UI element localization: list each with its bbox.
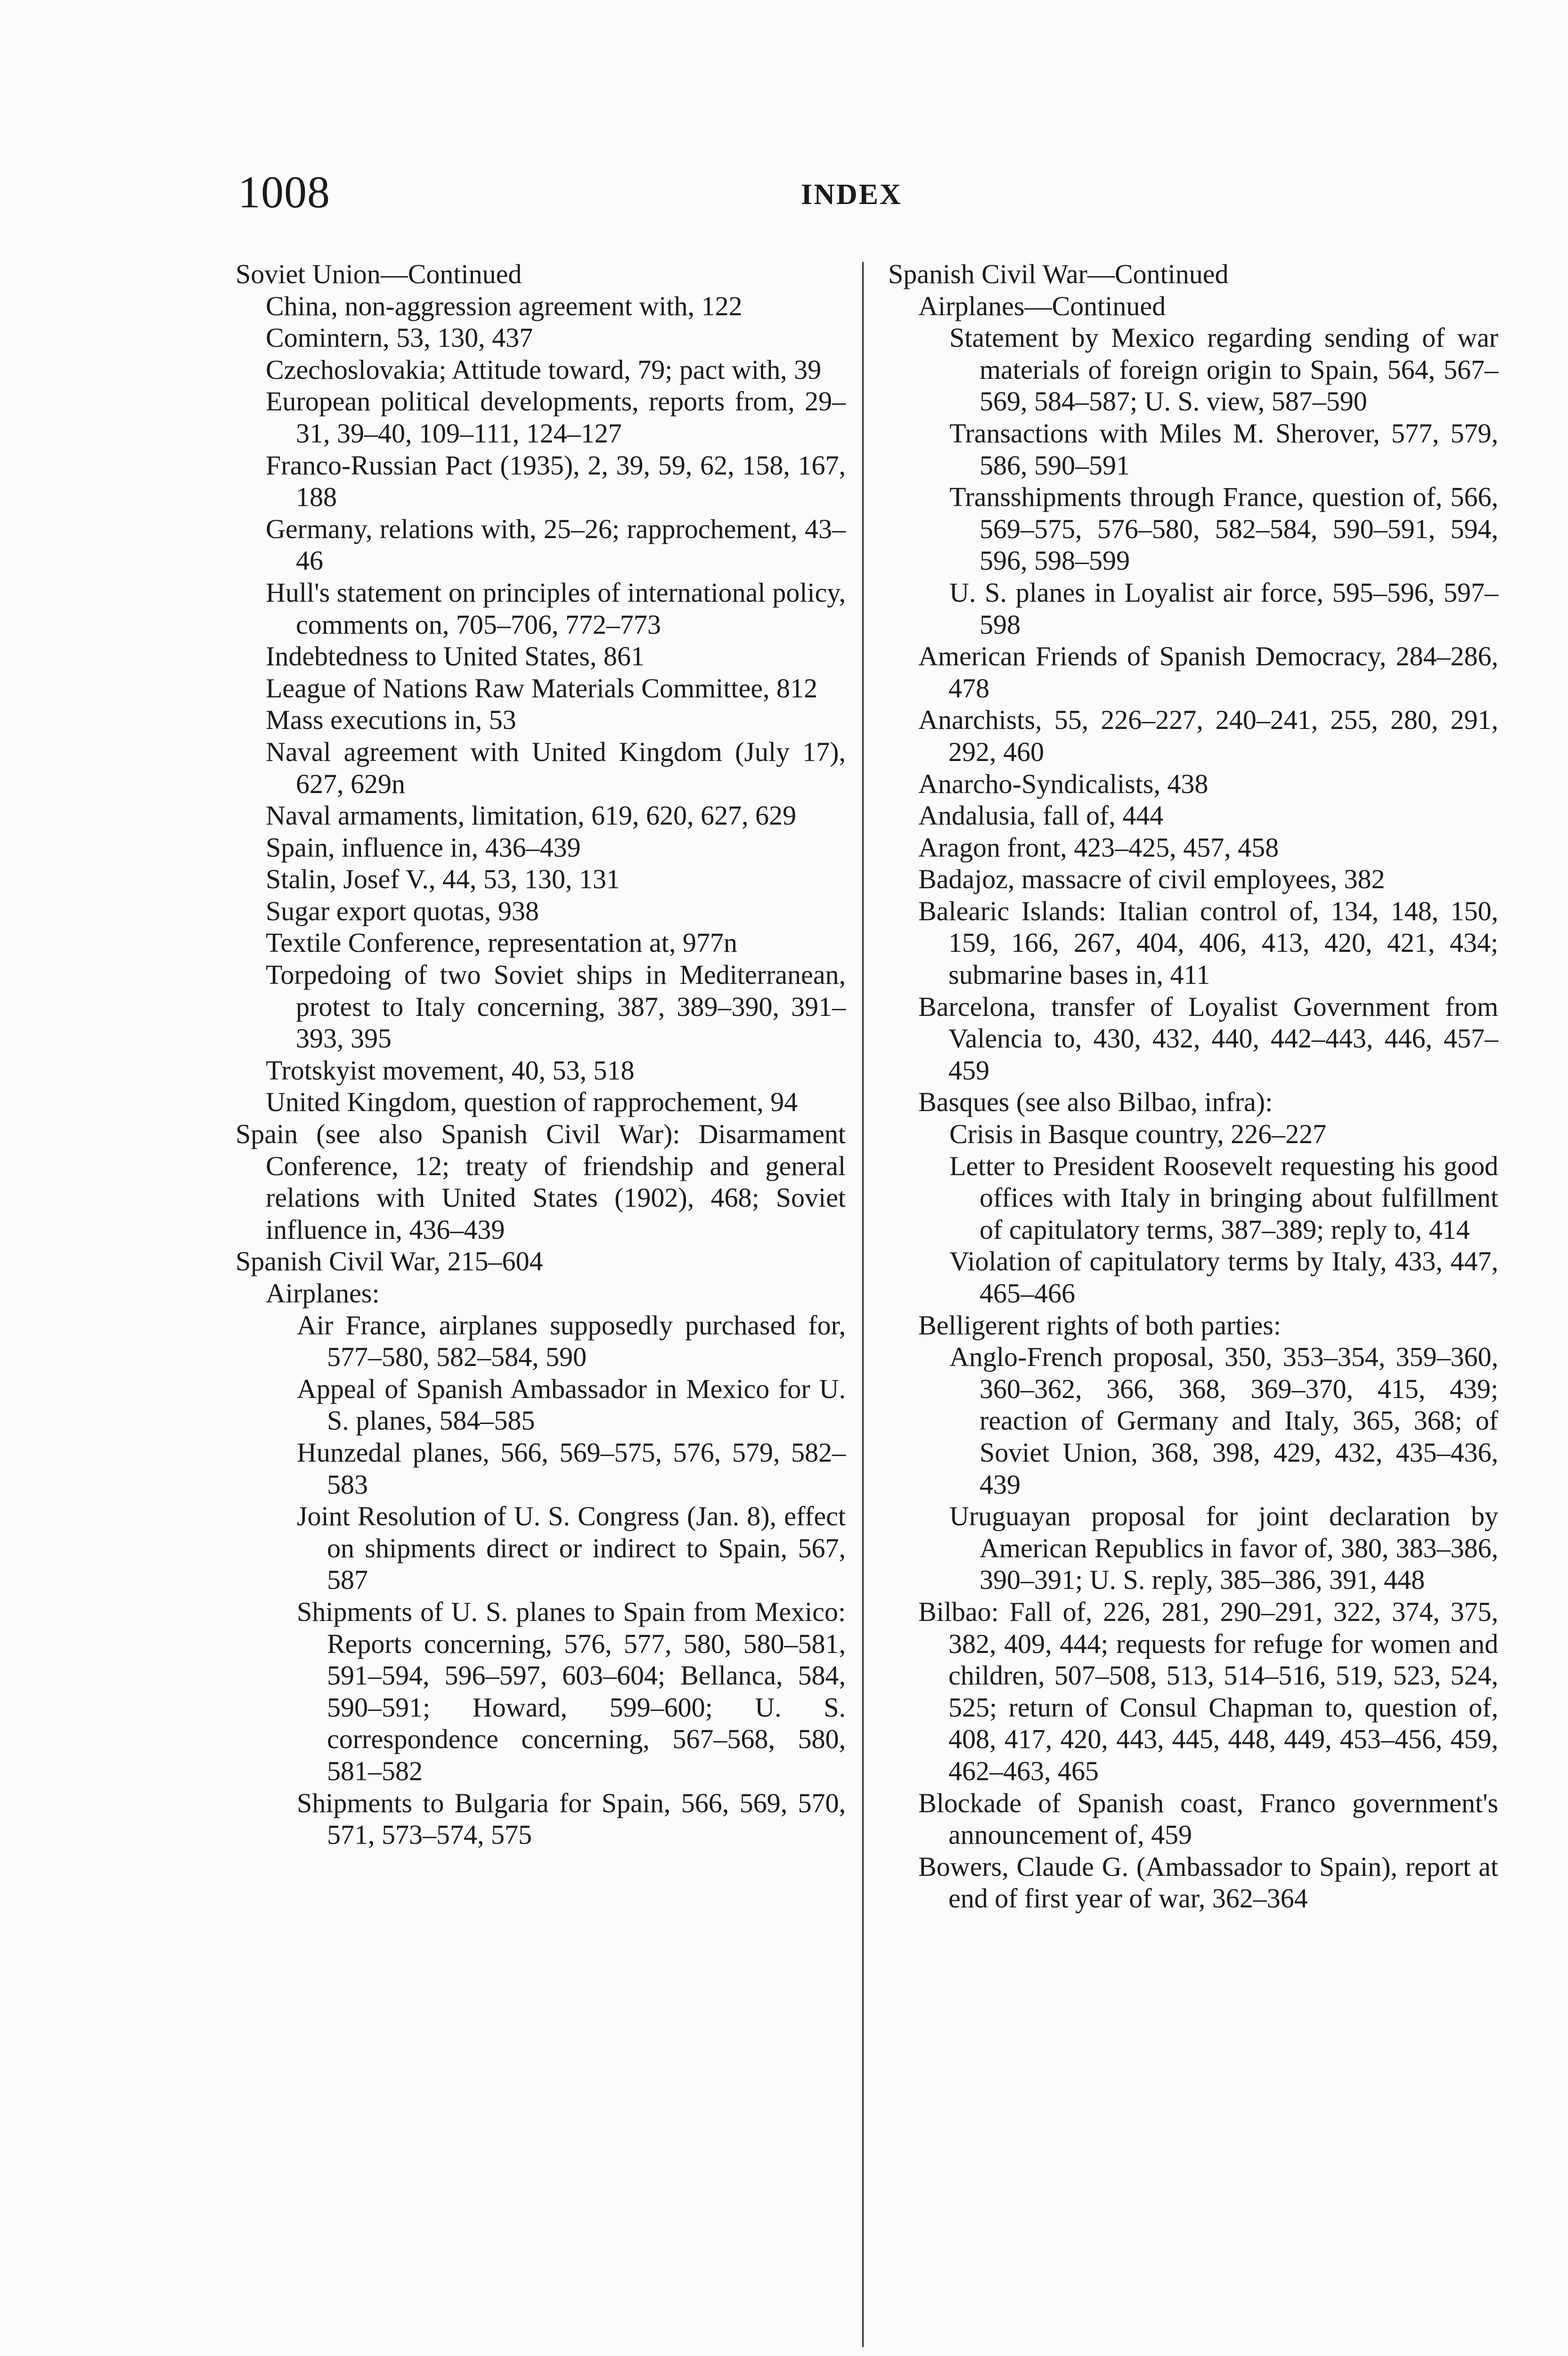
index-entry: Germany, relations with, 25–26; rapprochement, 43–46: [266, 513, 846, 576]
index-entry: Comintern, 53, 130, 437: [266, 322, 533, 353]
index-entry: Torpedoing of two Soviet ships in Mediterranean, protest to Italy concerning, 387, 389–390, 391–393, 395: [266, 959, 846, 1054]
index-entry: Anarcho-Syndicalists, 438: [918, 768, 1209, 799]
index-entry: Anarchists, 55, 226–227, 240–241, 255, 280, 291, 292, 460: [918, 704, 1498, 767]
running-head: INDEX: [801, 179, 902, 211]
index-entry: Barcelona, transfer of Loyalist Government from Valencia to, 430, 432, 440, 442–443, 446, 457–459: [918, 991, 1498, 1086]
index-entry: Hunzedal planes, 566, 569–575, 576, 579, 582–583: [297, 1437, 846, 1500]
index-entry: Mass executions in, 53: [266, 704, 516, 736]
index-entry: Spanish Civil War, 215–604: [236, 1246, 543, 1277]
index-entry: Air France, airplanes supposedly purchased for, 577–580, 582–584, 590: [297, 1309, 846, 1373]
index-entry: United Kingdom, question of rapprochement, 94: [266, 1087, 798, 1118]
index-entry: Airplanes:: [266, 1278, 380, 1309]
index-entry: Spanish Civil War—Continued: [888, 259, 1229, 289]
index-entry: Franco-Russian Pact (1935), 2, 39, 59, 62, 158, 167, 188: [266, 450, 846, 513]
index-entry: Soviet Union—Continued: [236, 259, 522, 289]
column-divider: [862, 262, 864, 2347]
page-number: 1008: [238, 167, 330, 217]
index-entry: Basques (see also Bilbao, infra):: [918, 1087, 1273, 1118]
index-entry: American Friends of Spanish Democracy, 284–286, 478: [918, 641, 1498, 704]
index-entry: Balearic Islands: Italian control of, 134, 148, 150, 159, 166, 267, 404, 406, 413, 420, 421, 434; submarine bases in, 411: [918, 895, 1498, 990]
index-entry: Naval armaments, limitation, 619, 620, 627, 629: [266, 800, 796, 831]
index-entry: Indebtedness to United States, 861: [266, 641, 645, 672]
index-entry: European political developments, reports from, 29–31, 39–40, 109–111, 124–127: [266, 386, 846, 449]
index-entry: Hull's statement on principles of international policy, comments on, 705–706, 772–773: [266, 577, 846, 640]
index-entry: Bowers, Claude G. (Ambassador to Spain), report at end of first year of war, 362–364: [918, 1851, 1498, 1914]
index-entry: Trotskyist movement, 40, 53, 518: [266, 1055, 635, 1086]
index-entry: Appeal of Spanish Ambassador in Mexico for U. S. planes, 584–585: [297, 1373, 846, 1436]
index-entry: Violation of capitulatory terms by Italy, 433, 447, 465–466: [949, 1246, 1498, 1309]
index-entry: Joint Resolution of U. S. Congress (Jan. 8), effect on shipments direct or indirect to Spain, 567, 587: [297, 1501, 846, 1595]
index-entry: Czechoslovakia; Attitude toward, 79; pact with, 39: [266, 354, 822, 385]
index-entry: Andalusia, fall of, 444: [918, 800, 1164, 831]
index-entry: Statement by Mexico regarding sending of war materials of foreign origin to Spain, 564, 567–569, 584–587; U. S. view, 587–590: [949, 322, 1498, 417]
index-column-left: [236, 258, 846, 1851]
index-entry: Sugar export quotas, 938: [266, 895, 539, 926]
index-entry: Aragon front, 423–425, 457, 458: [918, 832, 1279, 863]
index-entry: Transshipments through France, question of, 566, 569–575, 576–580, 582–584, 590–591, 594, 596, 598–599: [949, 482, 1498, 576]
index-entry: League of Nations Raw Materials Committee, 812: [266, 672, 817, 704]
index-entry: Naval agreement with United Kingdom (July 17), 627, 629n: [266, 736, 846, 799]
index-entry: Shipments to Bulgaria for Spain, 566, 569, 570, 571, 573–574, 575: [297, 1787, 846, 1850]
index-entry: Letter to President Roosevelt requesting his good offices with Italy in bringing about fulfillment of capitulatory terms, 387–389; reply to, 414: [949, 1150, 1498, 1245]
index-entry: Anglo-French proposal, 350, 353–354, 359–360, 360–362, 366, 368, 369–370, 415, 439; reaction of Germany and Italy, 365, 368; of Soviet Union, 368, 398, 429, 432, 435–436, 439: [949, 1342, 1498, 1500]
index-entry: Crisis in Basque country, 226–227: [949, 1119, 1327, 1150]
index-entry: Spain, influence in, 436–439: [266, 832, 581, 863]
index-entry: Blockade of Spanish coast, Franco government's announcement of, 459: [918, 1787, 1498, 1850]
index-entry: China, non-aggression agreement with, 122: [266, 290, 743, 321]
index-entry: Belligerent rights of both parties:: [918, 1309, 1281, 1341]
index-entry: Uruguayan proposal for joint declaration by American Republics in favor of, 380, 383–386, 390–391; U. S. reply, 385–386, 391, 448: [949, 1501, 1498, 1595]
index-entry: U. S. planes in Loyalist air force, 595–596, 597–598: [949, 577, 1498, 640]
index-entry: Airplanes—Continued: [918, 290, 1166, 321]
index-entry: Transactions with Miles M. Sherover, 577, 579, 586, 590–591: [949, 417, 1498, 481]
index-entry: Badajoz, massacre of civil employees, 382: [918, 864, 1385, 895]
index-entry: Shipments of U. S. planes to Spain from Mexico: Reports concerning, 576, 577, 580, 580–581, 591–594, 596–597, 603–604; Bellanca, 584, 590–591; Howard, 599–600; U. S. correspondence concerning, 567–568, 580, 581–582: [297, 1596, 846, 1786]
index-column-right: [888, 258, 1498, 1914]
index-entry: Spain (see also Spanish Civil War): Disarmament Conference, 12; treaty of friendship and general relations with United States (1902), 468; Soviet influence in, 436–439: [236, 1119, 846, 1245]
index-entry: Bilbao: Fall of, 226, 281, 290–291, 322, 374, 375, 382, 409, 444; requests for refuge for women and children, 507–508, 513, 514–516, 519, 523, 524, 525; return of Consul Chapman to, question of, 408, 417, 420, 443, 445, 448, 449, 453–456, 459, 462–463, 465: [918, 1596, 1498, 1786]
index-entry: Stalin, Josef V., 44, 53, 130, 131: [266, 864, 620, 895]
index-entry: Textile Conference, representation at, 977n: [266, 927, 737, 958]
